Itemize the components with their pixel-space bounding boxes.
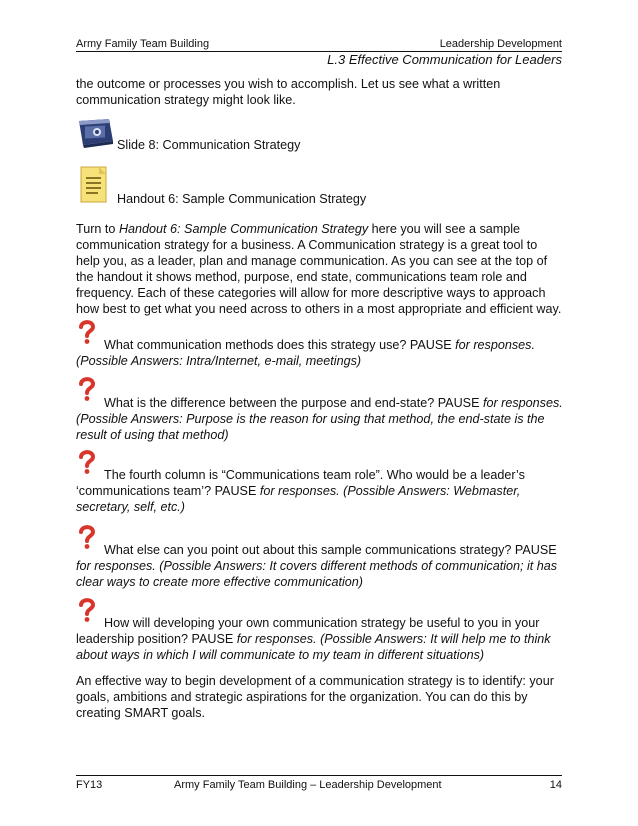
projector-icon bbox=[76, 117, 116, 156]
body-paragraph bbox=[76, 221, 564, 317]
closing-line: goals, ambitions and strategic aspirations for the organization. You can do this by bbox=[76, 690, 528, 704]
footer-center: Army Family Team Building – Leadership Development bbox=[174, 779, 442, 791]
answer-text: (Possible Answers: Purpose is the reason for using that method, the end-state is the bbox=[76, 412, 545, 426]
body-line: help you, as a leader, plan and manage communication. As you can see at the top of bbox=[76, 254, 548, 268]
answer-text: for responses. (Possible Answers: It covers different methods of communication; it has bbox=[76, 559, 558, 573]
question-2 bbox=[76, 395, 564, 443]
header-right: Leadership Development bbox=[439, 38, 562, 50]
answer-text: secretary, self, etc.) bbox=[76, 500, 185, 514]
answer-text: for responses. (Possible Answers: It will help me to think bbox=[236, 632, 551, 646]
question-text: What else can you point out about this sample communications strategy? PAUSE bbox=[104, 543, 557, 557]
closing-line: creating SMART goals. bbox=[76, 706, 206, 720]
intro-line: communication strategy might look like. bbox=[76, 93, 296, 107]
intro-paragraph bbox=[76, 76, 564, 108]
body-line: the handout it shows method, purpose, end state, communications team role and bbox=[76, 270, 527, 284]
answer-text: about ways in which I will communicate to my team in different situations) bbox=[76, 648, 485, 662]
question-text: How will developing your own communication strategy be useful to you in your bbox=[104, 616, 540, 630]
closing-line: An effective way to begin development of a communication strategy is to identify: your bbox=[76, 674, 554, 688]
body-line: how best to get what you need across to others in a most appropriate and efficient way. bbox=[76, 302, 562, 316]
question-3 bbox=[76, 467, 564, 515]
slide-reference: Slide 8: Communication Strategy bbox=[117, 138, 301, 152]
header-left: Army Family Team Building bbox=[76, 38, 210, 50]
body-line: communication strategy for a business. A Communication strategy is a great tool to bbox=[76, 238, 538, 252]
question-text: What is the difference between the purpose and end-state? PAUSE bbox=[104, 396, 483, 410]
footer-rule bbox=[76, 775, 562, 776]
footer-left: FY13 bbox=[76, 779, 103, 791]
handout-reference: Handout 6: Sample Communication Strategy bbox=[117, 192, 367, 206]
question-4 bbox=[76, 542, 564, 590]
question-text: What communication methods does this strategy use? PAUSE bbox=[104, 338, 456, 352]
question-text: ‘communications team’? PAUSE bbox=[76, 484, 260, 498]
page-number: 14 bbox=[549, 779, 562, 791]
intro-line: the outcome or processes you wish to accomplish. Let us see what a written bbox=[76, 77, 501, 91]
closing-paragraph bbox=[76, 673, 564, 721]
answer-text: for responses. (Possible Answers: Webmaster, bbox=[259, 484, 521, 498]
header-subtitle: L.3 Effective Communication for Leaders bbox=[327, 52, 562, 67]
question-5 bbox=[76, 615, 564, 663]
question-text: leadership position? PAUSE bbox=[76, 632, 237, 646]
answer-text: (Possible Answers: Intra/Internet, e-mail, meetings) bbox=[76, 354, 362, 368]
handout-title: Handout 6: Sample Communication Strategy bbox=[118, 222, 369, 236]
body-line: frequency. Each of these categories will allow for more descriptive ways to approach bbox=[76, 286, 546, 300]
question-text: The fourth column is “Communications team role”. Who would be a leader’s bbox=[104, 468, 525, 482]
question-1 bbox=[76, 337, 564, 369]
body-text: Turn to bbox=[76, 222, 119, 236]
body-text: here you will see a sample bbox=[368, 222, 521, 236]
pause-text: for responses. bbox=[455, 338, 535, 352]
pause-text: for responses. bbox=[482, 396, 563, 410]
answer-text: result of using that method) bbox=[76, 428, 229, 442]
answer-text: clear ways to create more effective communication) bbox=[76, 575, 363, 589]
handout-icon bbox=[80, 166, 108, 209]
